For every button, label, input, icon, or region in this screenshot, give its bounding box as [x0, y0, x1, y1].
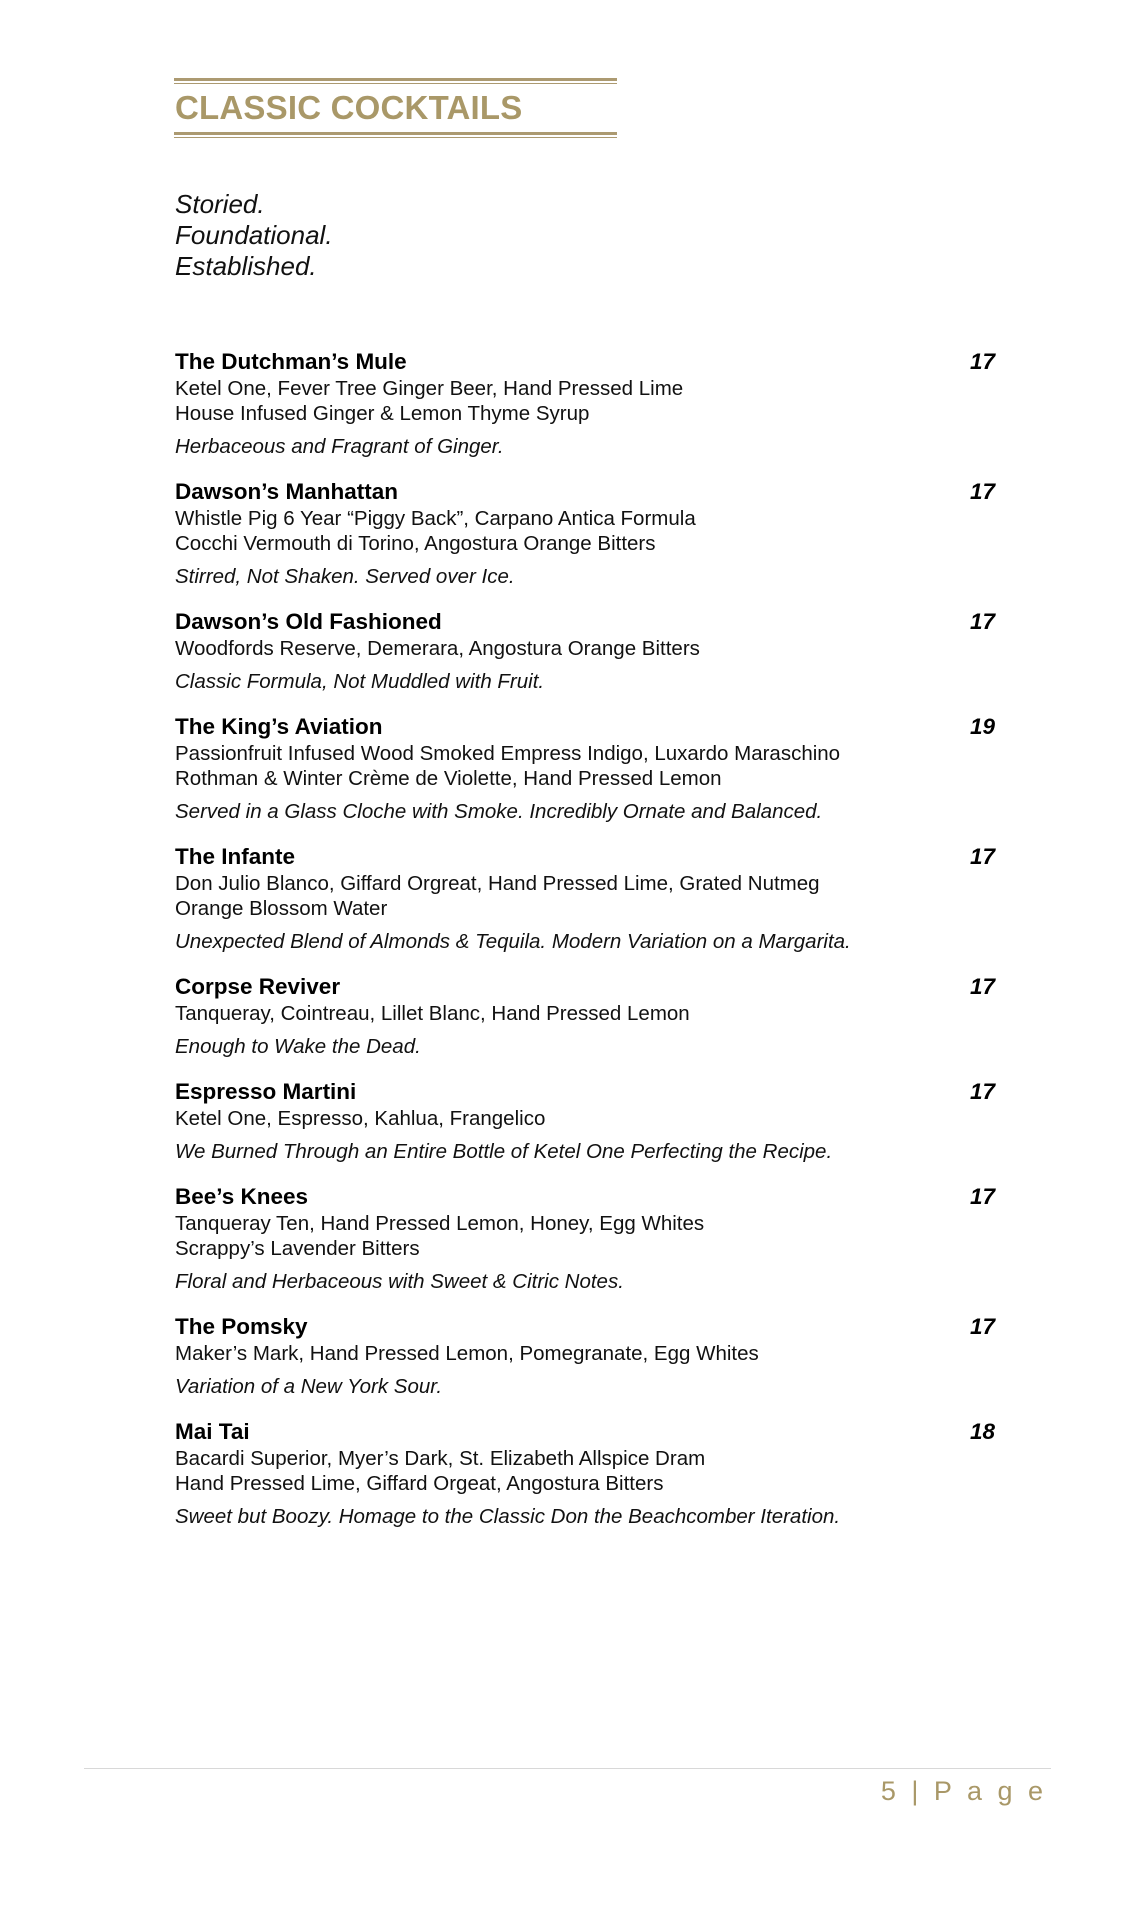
header-rule-top	[174, 78, 617, 84]
item-name: Espresso Martini	[175, 1079, 357, 1104]
item-price: 17	[969, 349, 995, 374]
menu-item	[175, 348, 995, 459]
item-ingredients: Rothman & Winter Crème de Violette, Hand Pressed Lemon	[175, 767, 722, 790]
item-price: 17	[969, 844, 995, 869]
item-price: 17	[969, 479, 995, 504]
item-name: Bee’s Knees	[175, 1184, 308, 1209]
menu-item	[175, 478, 995, 589]
item-ingredients: Tanqueray, Cointreau, Lillet Blanc, Hand Pressed Lemon	[175, 1002, 690, 1025]
footer-divider	[84, 1768, 1051, 1769]
item-tasting-note: Floral and Herbaceous with Sweet & Citric Notes.	[175, 1270, 624, 1293]
item-ingredients: Maker’s Mark, Hand Pressed Lemon, Pomegranate, Egg Whites	[175, 1342, 759, 1365]
menu-item	[175, 608, 995, 694]
item-name: The Infante	[175, 844, 296, 869]
item-name: Dawson’s Manhattan	[175, 479, 398, 504]
item-tasting-note: Variation of a New York Sour.	[175, 1375, 443, 1398]
item-name: The Dutchman’s Mule	[175, 349, 407, 374]
item-tasting-note: Herbaceous and Fragrant of Ginger.	[175, 435, 504, 458]
menu-item	[175, 1313, 995, 1399]
item-ingredients: Ketel One, Espresso, Kahlua, Frangelico	[175, 1107, 546, 1130]
item-price: 17	[969, 1314, 995, 1339]
item-tasting-note: Unexpected Blend of Almonds & Tequila. Modern Variation on a Margarita.	[175, 930, 851, 953]
item-tasting-note: Stirred, Not Shaken. Served over Ice.	[175, 565, 515, 588]
item-tasting-note: Enough to Wake the Dead.	[175, 1035, 421, 1058]
item-ingredients: Cocchi Vermouth di Torino, Angostura Orange Bitters	[175, 532, 656, 555]
menu-item	[175, 973, 995, 1059]
item-price: 17	[969, 1079, 995, 1104]
item-ingredients: Hand Pressed Lime, Giffard Orgeat, Angostura Bitters	[175, 1472, 664, 1495]
section-header	[174, 78, 617, 138]
section-title: CLASSIC COCKTAILS	[175, 89, 523, 126]
item-name: The King’s Aviation	[175, 714, 383, 739]
item-ingredients: Whistle Pig 6 Year “Piggy Back”, Carpano Antica Formula	[175, 507, 696, 530]
item-name: Mai Tai	[175, 1419, 250, 1444]
item-tasting-note: Classic Formula, Not Muddled with Fruit.	[175, 670, 545, 693]
menu-item	[175, 843, 995, 954]
item-ingredients: Ketel One, Fever Tree Ginger Beer, Hand Pressed Lime	[175, 377, 684, 400]
header-rule-bottom	[174, 132, 617, 138]
page-number: 5 | P a g e	[880, 1776, 1047, 1806]
item-ingredients: Orange Blossom Water	[175, 897, 388, 920]
item-ingredients: Bacardi Superior, Myer’s Dark, St. Elizabeth Allspice Dram	[175, 1447, 706, 1470]
item-tasting-note: Served in a Glass Cloche with Smoke. Incredibly Ornate and Balanced.	[175, 800, 823, 823]
item-name: Corpse Reviver	[175, 974, 341, 999]
menu-item	[175, 1183, 995, 1294]
item-price: 17	[969, 974, 995, 999]
item-tasting-note: We Burned Through an Entire Bottle of Ketel One Perfecting the Recipe.	[175, 1140, 833, 1163]
item-ingredients: House Infused Ginger & Lemon Thyme Syrup	[175, 402, 590, 425]
item-name: Dawson’s Old Fashioned	[175, 609, 442, 634]
item-price: 17	[969, 609, 995, 634]
item-name: The Pomsky	[175, 1314, 308, 1339]
item-ingredients: Tanqueray Ten, Hand Pressed Lemon, Honey, Egg Whites	[175, 1212, 705, 1235]
item-ingredients: Don Julio Blanco, Giffard Orgreat, Hand Pressed Lime, Grated Nutmeg	[175, 872, 820, 895]
tagline-line: Storied.	[175, 189, 265, 219]
item-price: 17	[969, 1184, 995, 1209]
cocktail-menu	[175, 348, 995, 1548]
item-price: 19	[969, 714, 995, 739]
tagline-line: Foundational.	[175, 220, 333, 250]
menu-item	[175, 1078, 995, 1164]
item-ingredients: Passionfruit Infused Wood Smoked Empress Indigo, Luxardo Maraschino	[175, 742, 841, 765]
menu-item	[175, 713, 995, 824]
item-tasting-note: Sweet but Boozy. Homage to the Classic Don the Beachcomber Iteration.	[175, 1505, 841, 1528]
item-ingredients: Woodfords Reserve, Demerara, Angostura Orange Bitters	[175, 637, 700, 660]
tagline-line: Established.	[175, 251, 317, 281]
tagline	[175, 189, 333, 282]
item-price: 18	[969, 1419, 995, 1444]
menu-item	[175, 1418, 995, 1529]
item-ingredients: Scrappy’s Lavender Bitters	[175, 1237, 420, 1260]
